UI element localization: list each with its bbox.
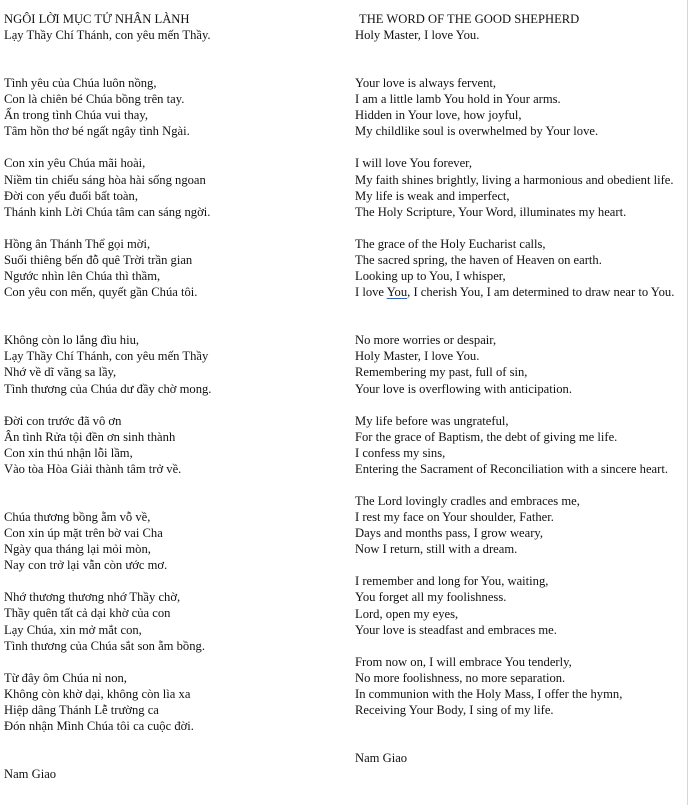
poem-line: Hidden in Your love, how joyful,: [355, 108, 522, 123]
poem-line: The sacred spring, the haven of Heaven on earth.: [355, 252, 602, 267]
poem-line: Ân tình Rửa tội đền ơn sinh thành: [4, 429, 176, 444]
poem-line: Nay con trở lại vẫn còn ước mơ.: [4, 558, 168, 573]
stanza: [4, 236, 334, 300]
poem-line: Ngày qua tháng lại mỏi mòn,: [4, 542, 151, 557]
poem-line: Con là chiên bé Chúa bồng trên tay.: [4, 92, 185, 107]
stanza: [4, 509, 334, 573]
stanza-list-english: [355, 75, 685, 718]
poem-line: No more worries or despair,: [355, 333, 497, 348]
poem-line: Ngước nhìn lên Chúa thì thầm,: [4, 269, 161, 284]
poem-line: From now on, I will embrace You tenderly,: [355, 654, 572, 669]
poem-author-vietnamese: Nam Giao: [4, 767, 57, 782]
poem-line: My faith shines brightly, living a harmonious and obedient life.: [355, 172, 674, 187]
poem-line: Con yêu con mến, quyết gần Chúa tôi.: [4, 285, 198, 300]
poem-line: Your love is steadfast and embraces me.: [355, 622, 557, 637]
poem-line: Tình thương của Chúa sắt son ẵm bồng.: [4, 638, 205, 653]
poem-line: I love You, I cherish You, I am determined to draw near to You.: [355, 285, 675, 300]
poem-line: Lạy Chúa, xin mở mắt con,: [4, 622, 142, 637]
poem-line: Nhớ về dĩ vãng sa lầy,: [4, 365, 117, 380]
stanza-list-vietnamese: [4, 75, 334, 734]
english-poem-column: [355, 11, 685, 766]
poem-line: The Lord lovingly cradles and embraces me,: [355, 493, 580, 508]
poem-line: Ẩn trong tình Chúa vui thay,: [4, 108, 148, 123]
poem-line: Niềm tin chiếu sáng hòa hài sống ngoan: [4, 172, 206, 187]
stanza: [355, 573, 685, 637]
poem-line: Lord, open my eyes,: [355, 606, 459, 621]
stanza: [4, 75, 334, 139]
poem-title-vietnamese: NGÔI LỜI MỤC TỬ NHÂN LÀNH: [4, 12, 190, 26]
stanza: [355, 493, 685, 557]
stanza: [355, 332, 685, 396]
poem-line: For the grace of Baptism, the debt of giving me life.: [355, 429, 618, 444]
poem-line: Your love is always fervent,: [355, 76, 497, 91]
poem-line: Tâm hồn thơ bé ngất ngây tình Ngài.: [4, 124, 190, 139]
poem-line: My life before was ungrateful,: [355, 413, 509, 428]
poem-line: Hồng ân Thánh Thể gọi mời,: [4, 236, 151, 251]
poem-line: Thánh kinh Lời Chúa tâm can sáng ngời.: [4, 204, 211, 219]
poem-line: Hiệp dâng Thánh Lễ trường ca: [4, 702, 159, 717]
poem-line: Suối thiêng bến đỗ quê Trời trần gian: [4, 252, 193, 267]
stanza: [355, 413, 685, 477]
poem-line: Remembering my past, full of sin,: [355, 365, 528, 380]
poem-line: My life is weak and imperfect,: [355, 188, 510, 203]
poem-line: Thầy quên tất cả dại khờ của con: [4, 606, 171, 621]
poem-line: Now I return, still with a dream.: [355, 542, 518, 557]
stanza: [4, 589, 334, 653]
stanza: [4, 413, 334, 477]
poem-title-english: THE WORD OF THE GOOD SHEPHERD: [359, 12, 580, 26]
stanza: [355, 75, 685, 139]
poem-line: Your love is overflowing with anticipation.: [355, 381, 572, 396]
poem-line: Đời con trước đã vô ơn: [4, 413, 122, 428]
poem-line: No more foolishness, no more separation.: [355, 670, 566, 685]
poem-line: Đời con yếu đuối bất toàn,: [4, 188, 138, 203]
poem-line: Receiving Your Body, I sing of my life.: [355, 703, 554, 717]
poem-line: Days and months pass, I grow weary,: [355, 526, 544, 541]
stanza: [4, 332, 334, 396]
poem-author-english: Nam Giao: [355, 751, 408, 766]
stanza: [355, 654, 685, 718]
stanza: [4, 155, 334, 219]
poem-line: Tình thương của Chúa dư đầy chờ mong.: [4, 381, 212, 396]
poem-line: Từ đây ôm Chúa nỉ non,: [4, 670, 127, 685]
poem-subtitle-english: Holy Master, I love You.: [355, 28, 480, 42]
underlined-word: You: [386, 285, 408, 300]
poem-line: Con xin thú nhận lỗi lầm,: [4, 445, 133, 460]
poem-line: My childlike soul is overwhelmed by Your love.: [355, 124, 599, 139]
poem-line: You forget all my foolishness.: [355, 590, 507, 605]
poem-line: Chúa thương bồng ẵm vỗ về,: [4, 509, 151, 524]
poem-line: Holy Master, I love You.: [355, 349, 480, 364]
poem-subtitle-vietnamese: Lạy Thầy Chí Thánh, con yêu mến Thầy.: [4, 28, 211, 42]
poem-line: In communion with the Holy Mass, I offer the hymn,: [355, 686, 623, 701]
poem-line: I rest my face on Your shoulder, Father.: [355, 510, 554, 525]
poem-line: I will love You forever,: [355, 156, 473, 171]
vietnamese-poem-column: [4, 11, 334, 782]
poem-line: I remember and long for You, waiting,: [355, 574, 549, 589]
poem-line: I am a little lamb You hold in Your arms.: [355, 92, 561, 107]
poem-line: Con xin úp mặt trên bờ vai Cha: [4, 526, 163, 541]
poem-line: Không còn khờ dại, không còn lìa xa: [4, 686, 191, 701]
poem-line: Đón nhận Mình Chúa tôi ca cuộc đời.: [4, 719, 194, 733]
poem-line: Lạy Thầy Chí Thánh, con yêu mến Thầy: [4, 349, 209, 364]
poem-line: Vào tòa Hòa Giải thành tâm trở về.: [4, 461, 182, 476]
poem-line: Con xin yêu Chúa mãi hoài,: [4, 156, 146, 171]
poem-line: The grace of the Holy Eucharist calls,: [355, 236, 546, 251]
poem-line: Looking up to You, I whisper,: [355, 269, 506, 284]
stanza: [355, 236, 685, 300]
stanza: [355, 155, 685, 219]
poem-line: Nhớ thương thương nhớ Thầy chờ,: [4, 590, 181, 605]
poem-line: Tình yêu của Chúa luôn nồng,: [4, 76, 157, 91]
poem-line: Không còn lo lắng đìu hiu,: [4, 333, 140, 348]
poem-line: I confess my sins,: [355, 445, 446, 460]
stanza: [4, 670, 334, 734]
poem-line: The Holy Scripture, Your Word, illuminates my heart.: [355, 204, 627, 219]
poem-line: Entering the Sacrament of Reconciliation with a sincere heart.: [355, 461, 668, 476]
